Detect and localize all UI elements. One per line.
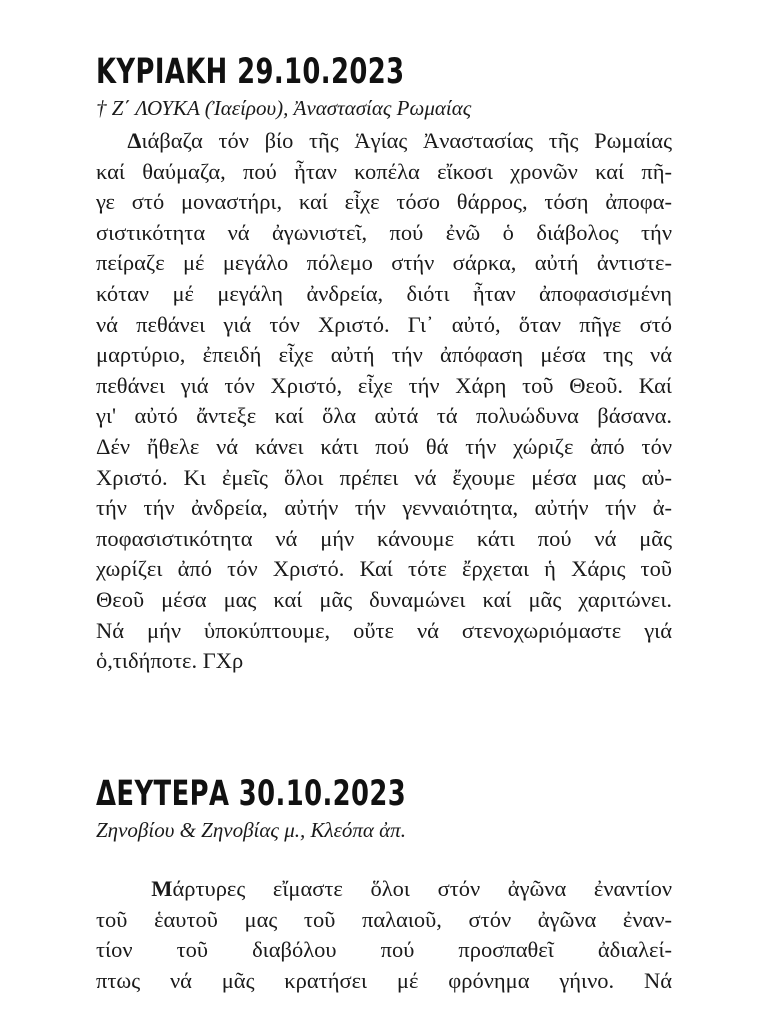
reflection-text bbox=[96, 126, 672, 677]
date-heading: ΔΕΥΤΕΡΑ 30.10.2023 bbox=[96, 774, 407, 814]
reflection-text bbox=[96, 874, 672, 996]
text-line: γε στό μοναστήρι, καί εἶχε τόσο θάρρος, τόση ἀποφα- bbox=[96, 189, 672, 215]
text-line: πείραζε μέ μεγάλο πόλεμο στήν σάρκα, αὐτή ἀντιστε- bbox=[96, 250, 672, 276]
text-line: χωρίζει ἀπό τόν Χριστό. Καί τότε ἔρχεται ἡ Χάρις τοῦ bbox=[96, 556, 672, 582]
text-line: τίον τοῦ διαβόλου πού προσπαθεῖ ἀδιαλεί- bbox=[96, 937, 672, 963]
drop-cap: Δ bbox=[127, 128, 142, 153]
date-heading: ΚΥΡΙΑΚΗ 29.10.2023 bbox=[96, 52, 405, 92]
text-line: καί θαύμαζα, πού ἦταν κοπέλα εἴκοσι χρονῶν καί πῆ- bbox=[96, 158, 672, 184]
text-line: τήν τήν ἀνδρεία, αὐτήν τήν γενναιότητα, αὐτήν τήν ἀ- bbox=[96, 495, 672, 521]
feast-subtitle: Ζηνοβίου & Ζηνοβίας μ., Κλεόπα ἀπ. bbox=[96, 818, 406, 842]
text-line: Θεοῦ μέσα μας καί μᾶς δυναμώνει καί μᾶς χαριτώνει. bbox=[96, 586, 672, 612]
text-line: Νά μήν ὑποκύπτουμε, οὔτε νά στενοχωριόμαστε γιά bbox=[96, 617, 672, 643]
feast-subtitle: † Ζ΄ ΛΟΥΚΑ (Ἰαείρου), Ἀναστασίας Ρωμαίας bbox=[96, 96, 472, 120]
day-entry-sunday bbox=[96, 52, 672, 677]
text-line: ποφασιστικότητα νά μήν κάνουμε κάτι πού νά μᾶς bbox=[96, 525, 672, 551]
text-line: Διάβαζα τόν βίο τῆς Ἁγίας Ἀναστασίας τῆς Ρωμαίας bbox=[127, 128, 672, 153]
text-line: κόταν μέ μεγάλη ἀνδρεία, διότι ἦταν ἀποφασισμένη bbox=[96, 280, 672, 306]
text-line: ὁ,τιδήποτε. ΓΧρ bbox=[96, 648, 244, 674]
drop-cap: Μ bbox=[151, 876, 173, 901]
text-line: σιστικότητα νά ἀγωνιστεῖ, πού ἐνῶ ὁ διάβολος τήν bbox=[96, 219, 672, 245]
text-line: μαρτύριο, ἐπειδή εἶχε αὐτή τήν ἀπόφαση μέσα της νά bbox=[96, 342, 672, 368]
text-line: Δέν ἤθελε νά κάνει κάτι πού θά τήν χώριζε ἀπό τόν bbox=[96, 433, 672, 459]
text-line: τοῦ ἑαυτοῦ μας τοῦ παλαιοῦ, στόν ἀγῶνα ἐναν- bbox=[96, 906, 672, 932]
text-line: νά πεθάνει γιά τόν Χριστό. Γι᾿ αὐτό, ὅταν πῆγε στό bbox=[96, 311, 672, 337]
day-entry-monday bbox=[96, 774, 672, 996]
text-line: Χριστό. Κι ἐμεῖς ὅλοι πρέπει νά ἔχουμε μέσα μας αὐ- bbox=[96, 464, 672, 490]
text-line: Μάρτυρες εἴμαστε ὅλοι στόν ἀγῶνα ἐναντίον bbox=[151, 876, 673, 901]
text-line: πεθάνει γιά τόν Χριστό, εἶχε τήν Χάρη τοῦ Θεοῦ. Καί bbox=[96, 372, 672, 398]
text-line: πτως νά μᾶς κρατήσει μέ φρόνημα γήινο. Νά bbox=[96, 967, 672, 993]
text-line: γι' αὐτό ἄντεξε καί ὅλα αὐτά τά πολυώδυνα βάσανα. bbox=[96, 403, 672, 429]
